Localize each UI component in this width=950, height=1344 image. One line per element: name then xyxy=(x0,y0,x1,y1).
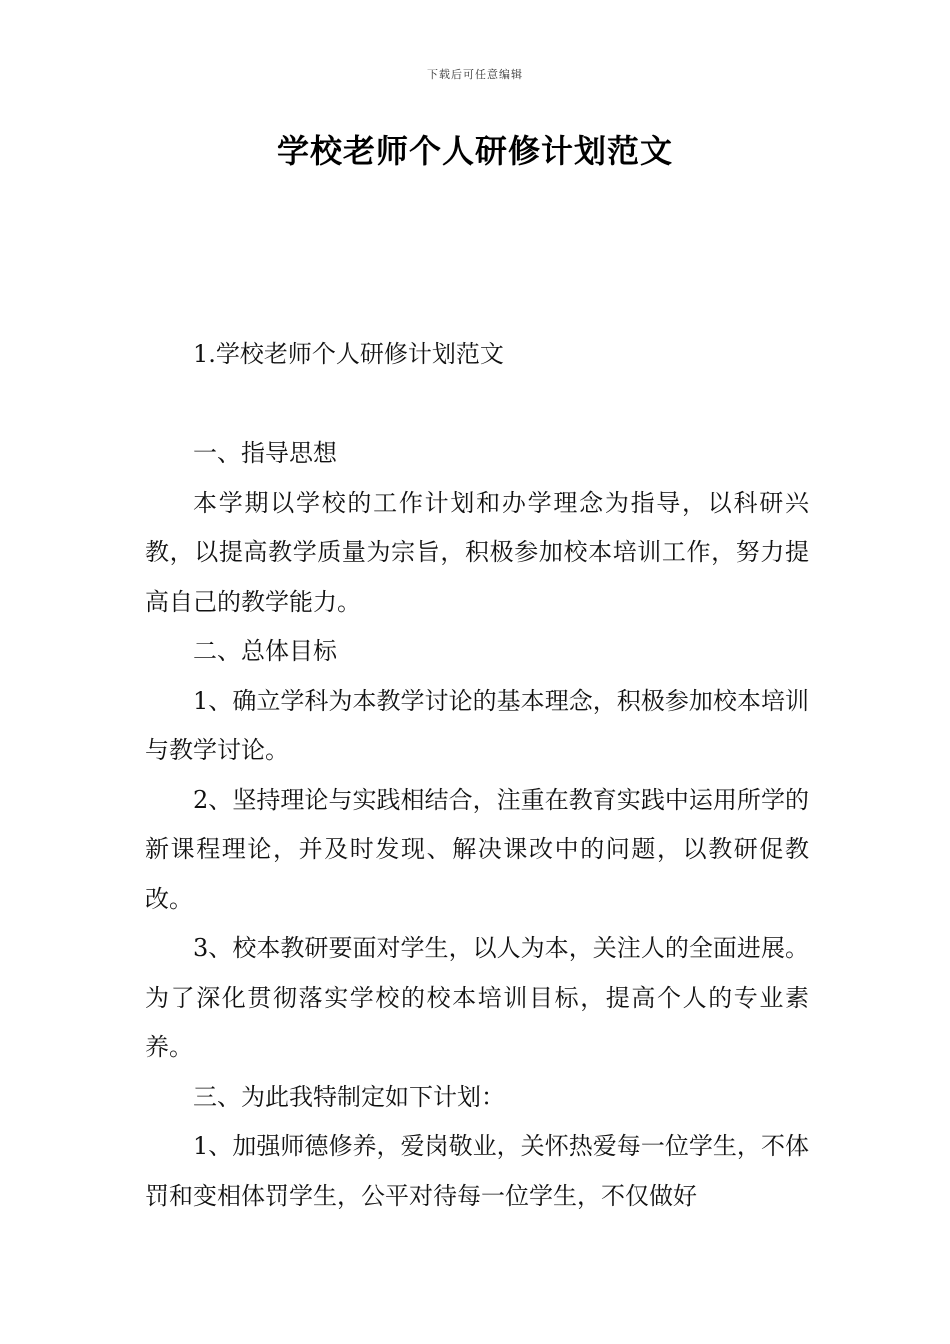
paragraph: 本学期以学校的工作计划和办学理念为指导，以科研兴教，以提高教学质量为宗旨，积极参加校本培训工作，努力提高自己的教学能力。 xyxy=(145,488,809,616)
paragraph: 2、坚持理论与实践相结合，注重在教育实践中运用所学的新课程理论，并及时发现、解决课改中的问题，以教研促教改。 xyxy=(145,785,809,913)
heading-overall-goals: 二、总体目标 xyxy=(193,637,337,665)
paragraph: 1、加强师德修养，爱岗敬业，关怀热爱每一位学生，不体罚和变相体罚学生，公平对待每一位学生，不仅做好 xyxy=(145,1132,809,1210)
header-note: 下载后可任意编辑 xyxy=(427,68,523,81)
paragraph: 3、校本教研要面对学生，以人为本，关注人的全面进展。为了深化贯彻落实学校的校本培训目标，提高个人的专业素养。 xyxy=(145,934,809,1061)
blank-line xyxy=(145,380,809,430)
section-heading: 1.学校老师个人研修计划范文 xyxy=(193,340,504,368)
document-body xyxy=(145,330,809,1221)
heading-plan: 三、为此我特制定如下计划： xyxy=(193,1082,505,1111)
paragraph: 1、确立学科为本教学讨论的基本理念，积极参加校本培训与教学讨论。 xyxy=(145,686,809,764)
heading-guiding-ideology: 一、指导思想 xyxy=(193,439,337,467)
document-title: 学校老师个人研修计划范文 xyxy=(276,132,673,170)
